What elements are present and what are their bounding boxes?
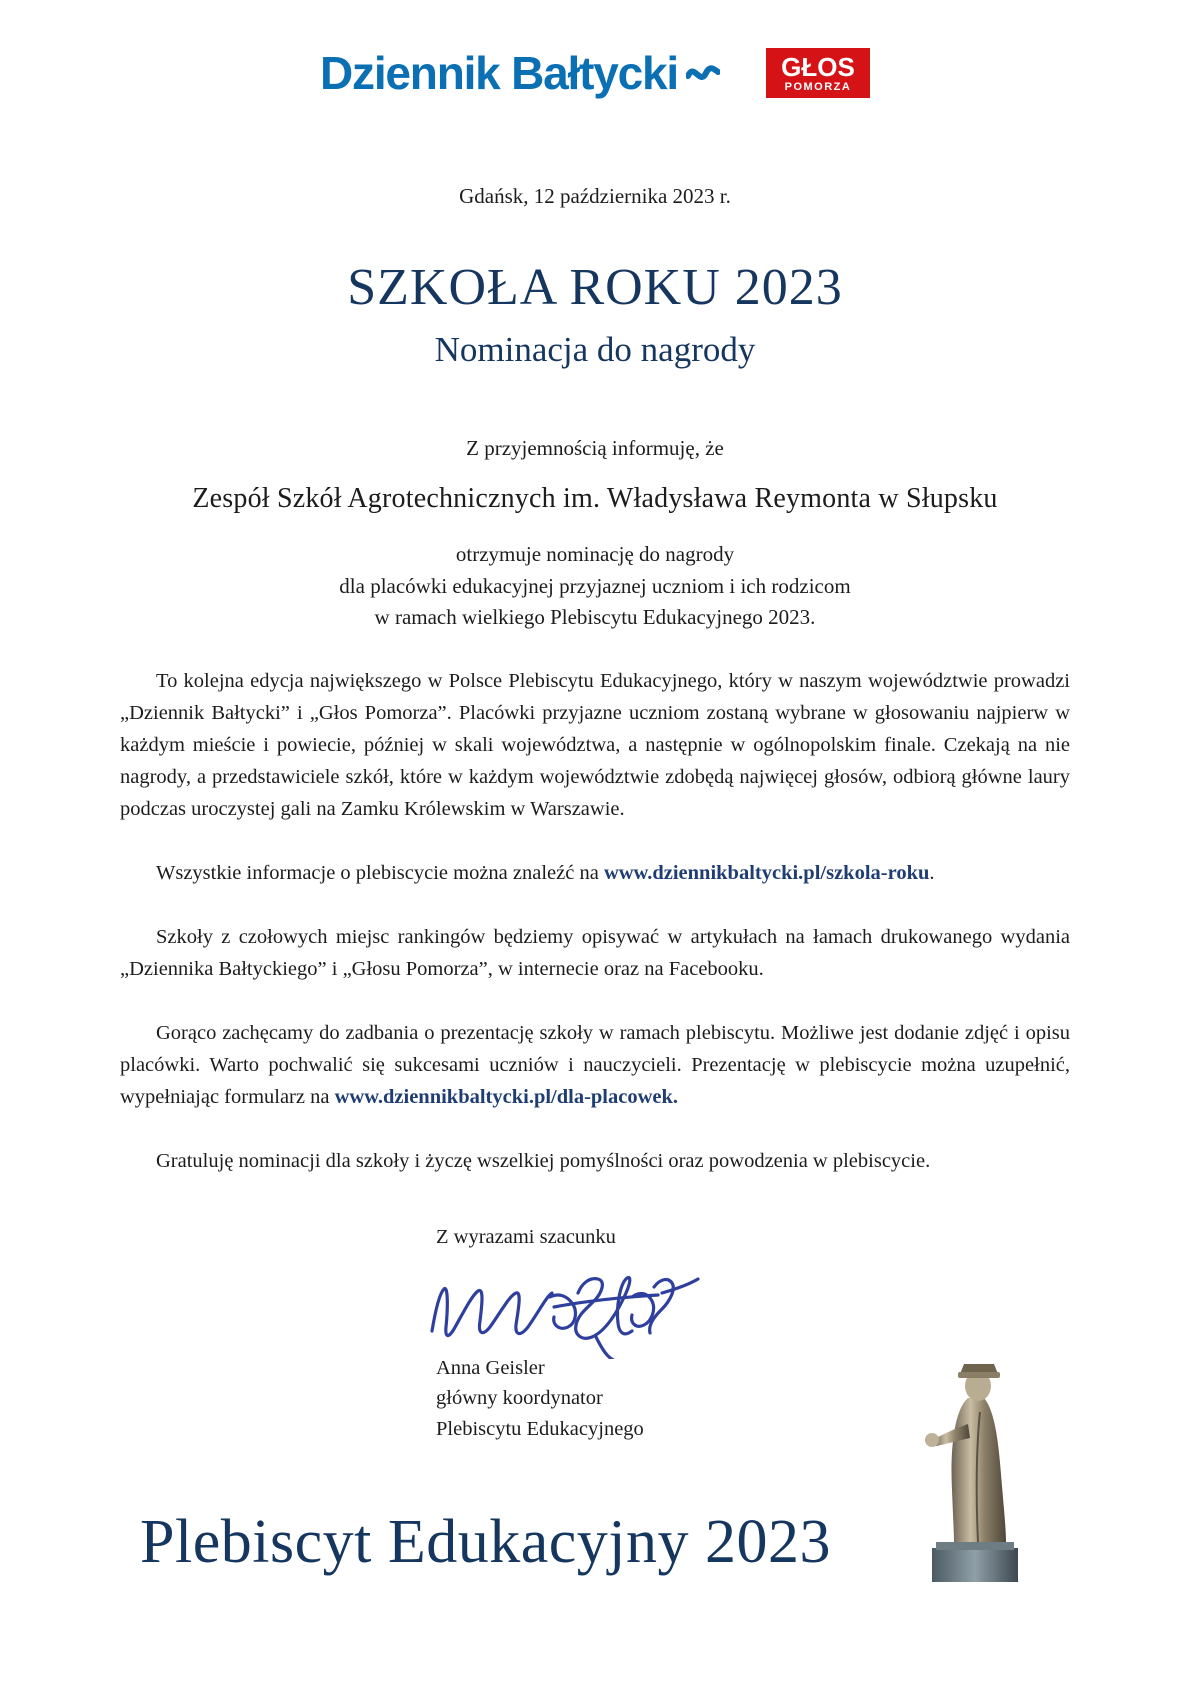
award-line-3: w ramach wielkiego Plebiscytu Edukacyjnego 2023.	[374, 605, 816, 630]
paragraph-media-coverage: Szkoły z czołowych miejsc rankingów będziemy opisywać w artykułach na łamach drukowanego wydania „Dziennika Bałtyckiego” i „Głosu Pomorza”, w internecie oraz na Facebooku.	[120, 926, 1070, 981]
award-statue-icon	[910, 1350, 1040, 1590]
school-name: Zespół Szkół Agrotechnicznych im. Władysława Reymonta w Słupsku	[192, 482, 998, 514]
szkola-roku-link[interactable]: www.dziennikbaltycki.pl/szkola-roku	[603, 862, 930, 885]
signer-role-line-2: Plebiscytu Edukacyjnego	[436, 1418, 644, 1441]
paragraph-about-plebiscite: To kolejna edycja największego w Polsce Plebiscytu Edukacyjnego, który w naszym województwie prowadzi „Dziennik Bałtycki” i „Głos Pomorza”. Placówki przyjazne uczniom zostaną wybrane w głosowaniu najpierw w każdym mieście i powiecie, później w skali województwa, a następnie w ogólnopolskim finale. Czekają na nie nagrody, a przedstawiciele szkół, które w każdym województwie zdobędą najwięcej głosów, odbiorą główne laury podczas uroczystej gali na Zamku Królewskim w Warszawie.	[120, 670, 1070, 821]
paragraph-presentation	[120, 1018, 1070, 1114]
page-title: SZKOŁA ROKU 2023	[347, 259, 843, 316]
award-line-2: dla placówki edukacyjnej przyjaznej uczniom i ich rodzicom	[339, 573, 851, 598]
footer	[0, 1262, 1190, 1682]
paragraph-congratulations: Gratuluję nominacji dla szkoły i życzę wszelkiej pomyślności oraz powodzenia w plebiscycie.	[156, 1149, 931, 1172]
logo-row	[120, 0, 1070, 112]
paragraph-info-link-period: .	[929, 862, 935, 885]
glos-pomorza-line1: GŁOS	[781, 51, 855, 82]
place-and-date: Gdańsk, 12 października 2023 r.	[459, 184, 731, 208]
dla-placowek-link[interactable]: www.dziennikbaltycki.pl/dla-placowek.	[334, 1086, 679, 1108]
paragraph-info-link-text: Wszystkie informacje o plebiscycie można znaleźć na	[156, 862, 604, 885]
award-line-1: otrzymuje nominację do nagrody	[455, 541, 735, 566]
dziennik-baltycki-wordmark: Dziennik Bałtycki	[320, 47, 678, 99]
page-subtitle: Nominacja do nagrody	[434, 329, 756, 369]
paragraph-info-link	[120, 858, 1070, 890]
wave-icon	[686, 60, 720, 86]
award-statement	[120, 539, 1070, 635]
signer-name: Anna Geisler	[436, 1356, 545, 1379]
dziennik-baltycki-logo	[320, 46, 720, 100]
glos-pomorza-logo	[766, 48, 870, 98]
signer-role-line-1: główny koordynator	[436, 1387, 603, 1410]
footer-title: Plebiscyt Edukacyjny 2023	[140, 1508, 831, 1576]
glos-pomorza-line2: POMORZA	[784, 80, 852, 93]
paragraph-presentation-text: Gorąco zachęcamy do zadbania o prezentację szkoły w ramach plebiscytu. Możliwe jest dodanie zdjęć i opisu placówki. Warto pochwalić się sukcesami uczniów i nauczycieli. Prezentację w plebiscycie można uzupełnić, wypełniając formularz na	[120, 1022, 1070, 1108]
intro-text: Z przyjemnością informuję, że	[466, 435, 724, 460]
closing-phrase: Z wyrazami szacunku	[436, 1225, 616, 1248]
